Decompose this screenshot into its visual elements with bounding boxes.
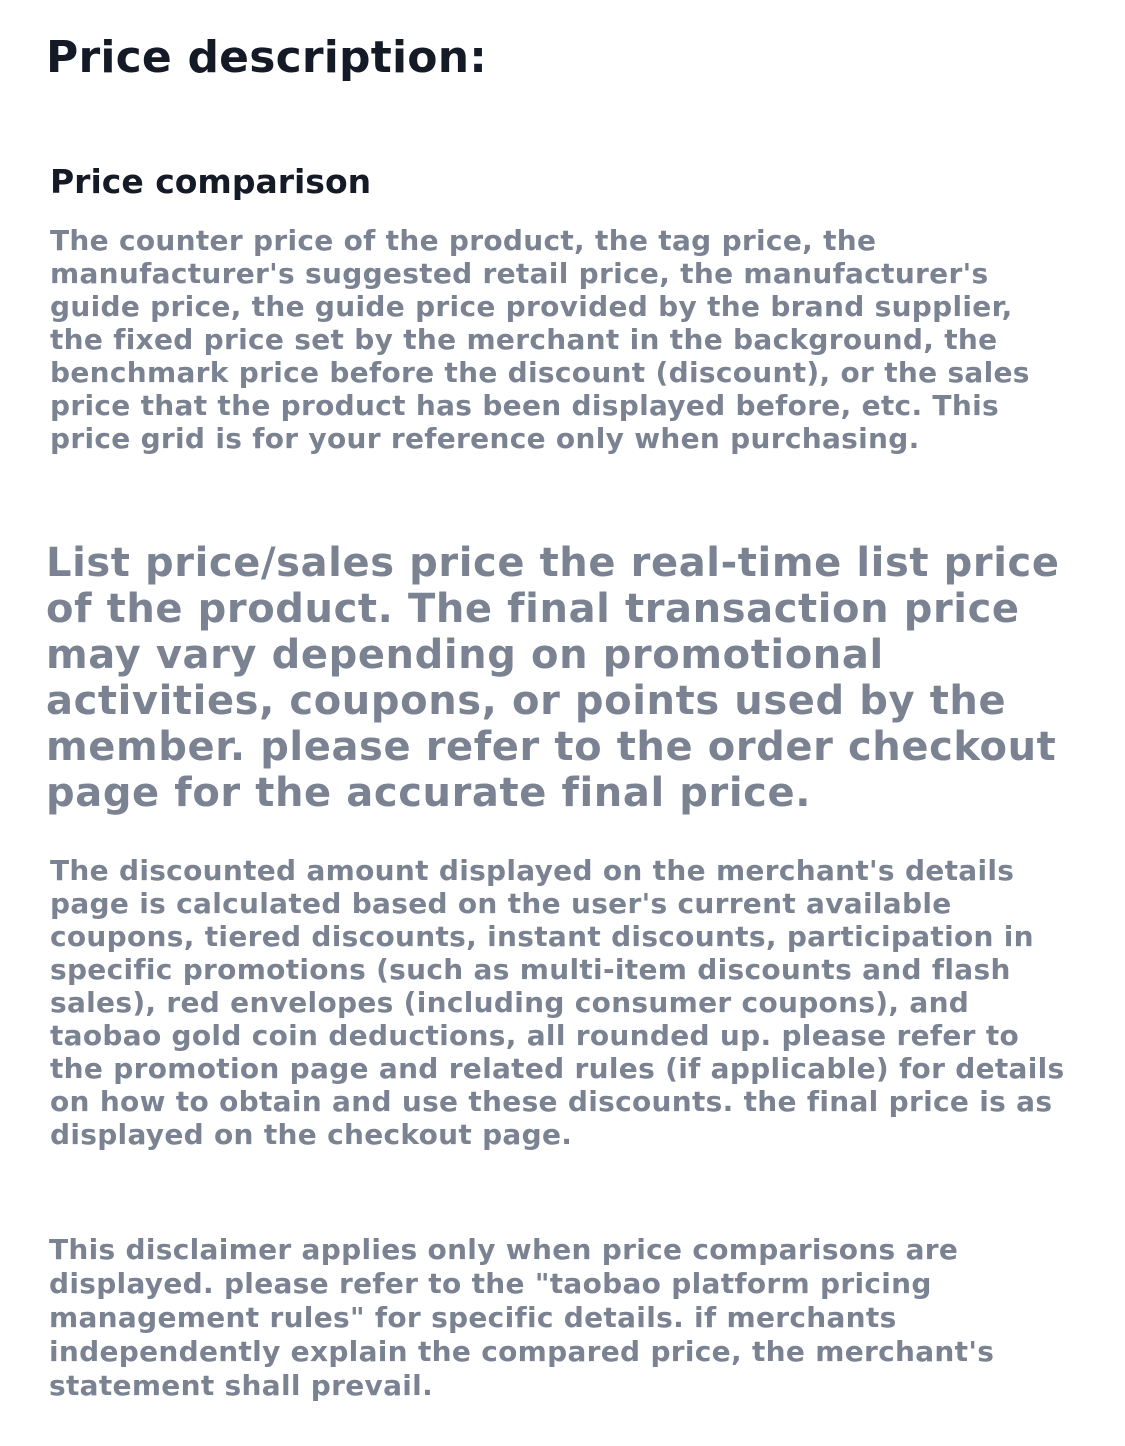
discount-paragraph: The discounted amount displayed on the merchant's details page is calculated based on the user's current available coupons, tiered discounts, instant discounts, participation in specific promotions (such as multi-item discounts and flash sales), red envelopes (including consumer coupons), and taobao gold coin deductions, all rounded up. please refer to the promotion page and related rules (if applicable) for details on how to obtain and use these discounts. the final price is as displayed on the checkout page. xyxy=(50,854,1065,1151)
disclaimer-paragraph: This disclaimer applies only when price comparisons are displayed. please refer to the "taobao platform pricing management rules" for specific details. if merchants independently explain the compared price, the merchant's statement shall prevail. xyxy=(49,1233,995,1402)
price-comparison-heading: Price comparison xyxy=(50,162,372,201)
page-title: Price description: xyxy=(46,32,488,83)
list-price-paragraph: List price/sales price the real-time list price of the product. The final transaction price may vary depending on promotional activities, coupons, or points used by the member. please refer to the order checkout page for the accurate final price. xyxy=(46,540,1060,816)
price-comparison-paragraph: The counter price of the product, the tag price, the manufacturer's suggested retail price, the manufacturer's guide price, the guide price provided by the brand supplier, the fixed price set by the merchant in the background, the benchmark price before the discount (discount), or the sales price that the product has been displayed before, etc. This price grid is for your reference only when purchasing. xyxy=(50,224,1030,455)
